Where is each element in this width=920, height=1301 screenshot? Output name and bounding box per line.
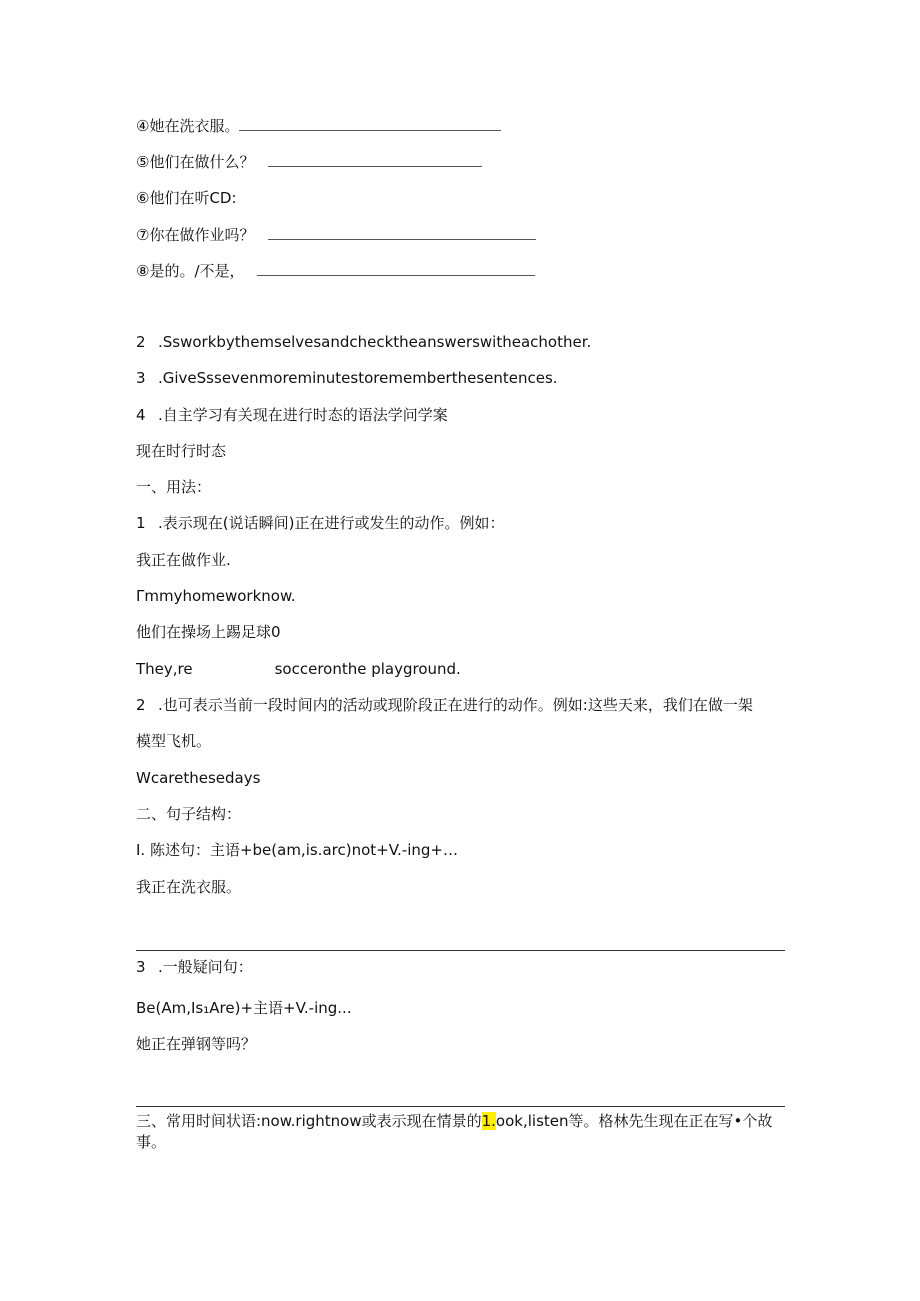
example-1-en: Γmmyhomeworknow.	[136, 587, 296, 605]
exercise-7-label: ⑦你在做作业吗？	[136, 226, 255, 244]
usage-2	[136, 695, 753, 715]
time-adverbials-text-a: 三、常用时间状语:now.rightnow或表示现在情景的	[136, 1112, 482, 1130]
usage-text: .表示现在(说话瞬间)正在进行或发生的动作。例如：	[158, 514, 505, 532]
section-heading: 现在时行时态	[136, 442, 227, 460]
example-4-cn: 我正在洗衣服。	[136, 878, 242, 896]
example-2-cn: 他们在操场上踢足球0	[136, 623, 281, 641]
exercise-7	[136, 225, 536, 245]
answer-line[interactable]	[136, 1106, 785, 1107]
step-number: 4	[136, 406, 146, 424]
exercise-8	[136, 261, 535, 281]
step-4	[136, 405, 448, 425]
exercise-8-label: ⑧是的。/不是，	[136, 262, 245, 280]
usage-1	[136, 513, 504, 533]
highlighted-text: 1.	[481, 1112, 496, 1130]
usage-text: .也可表示当前一段时间内的活动或现阶段正在进行的动作。例如:这些天来，我们在做一架	[158, 696, 753, 714]
structure-number: 3	[136, 958, 146, 976]
usage-number: 2	[136, 696, 146, 714]
example-2-en	[136, 659, 461, 679]
step-number: 2	[136, 333, 146, 351]
answer-blank[interactable]	[239, 118, 501, 131]
time-adverbials-text-b: ook,listen等。格林先生现在正在写•个故	[495, 1112, 773, 1130]
exercise-4	[136, 116, 501, 136]
structure-text: .一般疑问句：	[158, 958, 253, 976]
exercise-5	[136, 152, 482, 172]
answer-blank[interactable]	[268, 227, 536, 240]
step-3	[136, 368, 558, 388]
usage-2-continued: 模型飞机。	[136, 732, 212, 750]
step-text: .Ssworkbythemselvesandchecktheanswerswitheachother.	[158, 333, 592, 351]
structure-3-formula: Be(Am,Is₁Are)+主语+V.-ing...	[136, 999, 352, 1017]
example-3-en: Wcarethesedays	[136, 769, 261, 787]
example-1-cn: 我正在做作业.	[136, 551, 231, 569]
structure-3	[136, 957, 253, 977]
structure-1: I. 陈述句：主语+be(am,is.arc)not+V.-ing+…	[136, 841, 458, 859]
answer-blank[interactable]	[268, 154, 482, 167]
step-text: .自主学习有关现在进行时态的语法学问学案	[158, 406, 448, 424]
step-text: .GiveSssevenmoreminutestorememberthesentences.	[158, 369, 558, 387]
exercise-4-label: ④她在洗衣服。	[136, 117, 240, 135]
usage-number: 1	[136, 514, 146, 532]
exercise-6-label: ⑥他们在听CD:	[136, 189, 237, 207]
example-2-en-part-a: They,re	[136, 660, 193, 678]
usage-title: 一、用法：	[136, 478, 212, 496]
time-adverbials	[136, 1111, 772, 1131]
exercise-6	[136, 188, 237, 208]
example-2-en-part-b: socceronthe playground.	[274, 660, 461, 678]
step-2	[136, 332, 591, 352]
time-adverbials-continued: 事。	[136, 1133, 167, 1151]
structure-title: 二、句子结构：	[136, 805, 242, 823]
step-number: 3	[136, 369, 146, 387]
exercise-5-label: ⑤他们在做什么？	[136, 153, 255, 171]
example-5-cn: 她正在弹钢等吗？	[136, 1035, 257, 1053]
answer-blank[interactable]	[257, 263, 535, 276]
answer-line[interactable]	[136, 950, 785, 951]
